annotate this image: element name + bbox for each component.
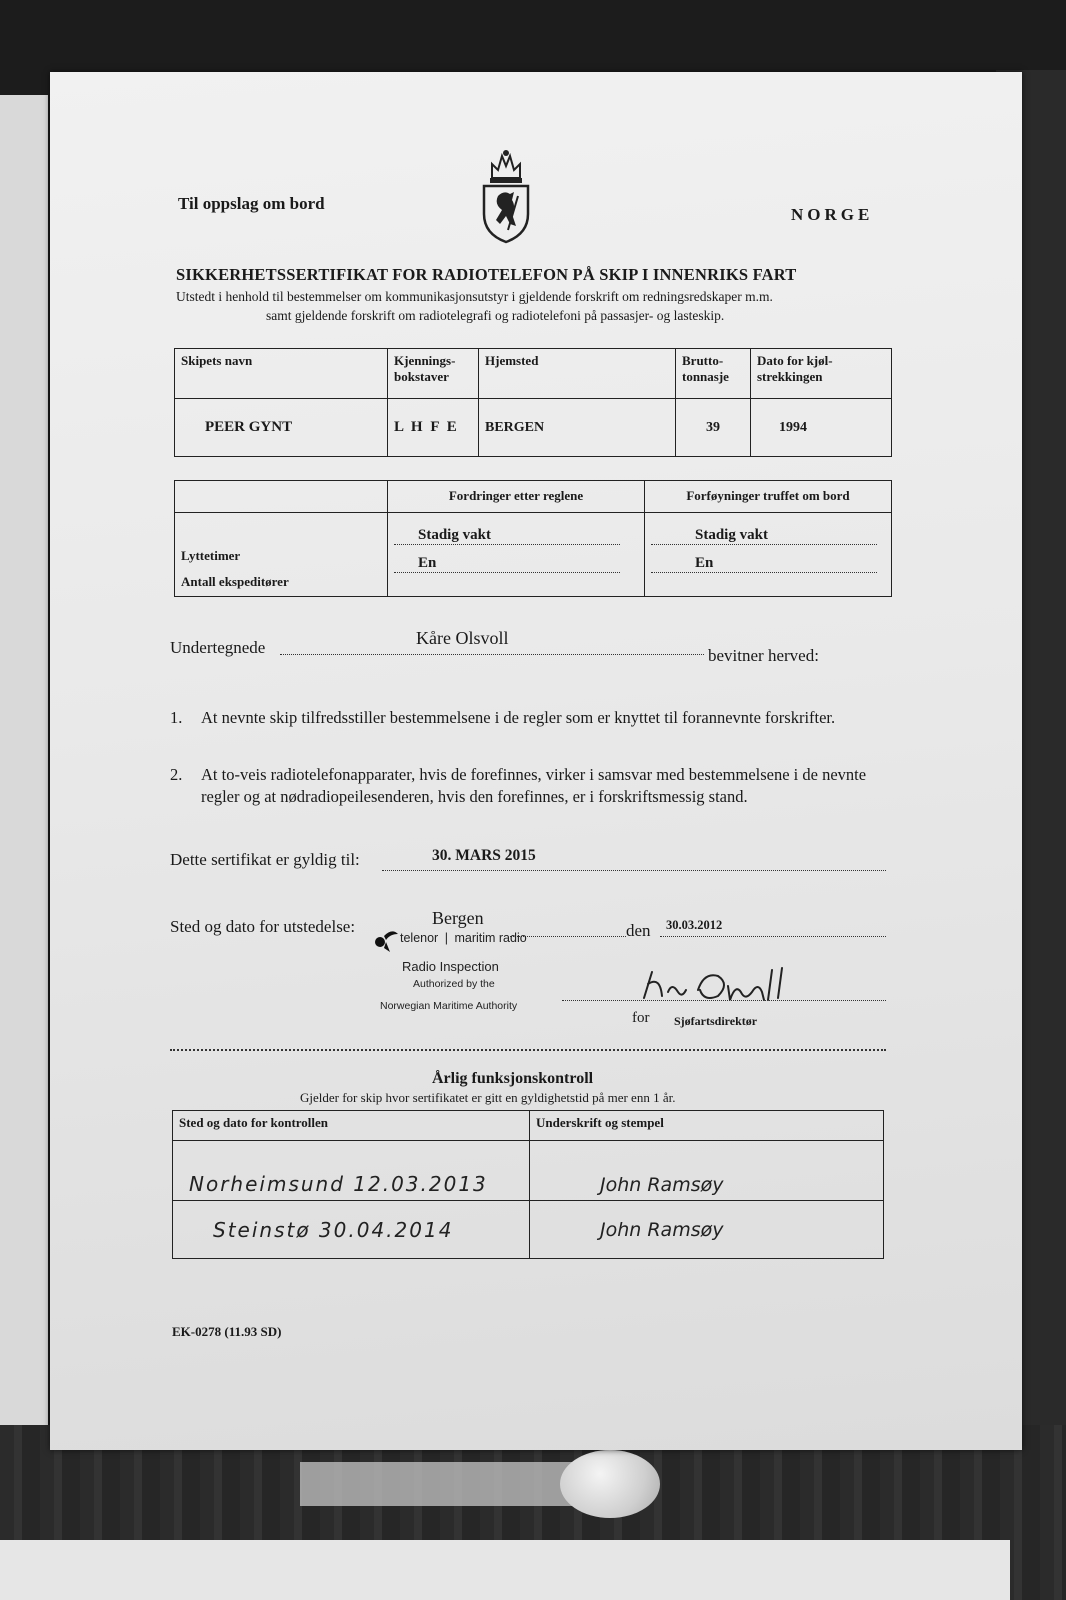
- issue-label: Sted og dato for utstedelse:: [170, 917, 356, 936]
- stamp-line1: Radio Inspection: [402, 959, 499, 974]
- authority-title: Sjøfartsdirektør: [674, 1014, 758, 1028]
- check-2-place-date: Steinstø 30.04.2014: [173, 1201, 530, 1259]
- adhesive-tape: [300, 1462, 600, 1506]
- header-ship-name: Skipets navn: [175, 349, 388, 399]
- validity-date: 30. MARS 2015: [432, 847, 536, 864]
- call-sign-value: L H F E: [388, 399, 479, 457]
- document-subtitle-line2: samt gjeldende forskrift om radiotelegrafi og radiotelefoni på passasjer- og lasteskip.: [266, 308, 725, 323]
- telenor-logo-icon: [374, 928, 400, 952]
- header-place-date: Sted og dato for kontrollen: [173, 1111, 530, 1141]
- document-subtitle-line1: Utstedt i henhold til bestemmelser om kommunikasjonsutstyr i gjeldende forskrift om redningsredskaper m.m.: [176, 289, 773, 304]
- telenor-brand-right: maritim radio: [454, 931, 527, 945]
- header-measures: Forføyninger truffet om bord: [645, 481, 892, 513]
- keel-date-value: 1994: [751, 399, 892, 457]
- operators-count-label: Antall ekspeditører: [181, 573, 289, 589]
- listening-hours-label: Lyttetimer: [181, 547, 241, 563]
- country-label: NORGE: [791, 205, 874, 224]
- background-paper-left: [0, 95, 48, 1465]
- undersigned-label: Undertegnede: [170, 638, 266, 657]
- posting-note: Til oppslag om bord: [178, 194, 325, 213]
- requirements-table: [174, 480, 892, 597]
- annual-subtitle: Gjelder for skip hvor sertifikatet er gitt en gyldighetstid på mer enn 1 år.: [300, 1090, 676, 1105]
- statement-1-number: 1.: [170, 708, 183, 727]
- annual-title: Årlig funksjonskontroll: [432, 1070, 594, 1087]
- coat-of-arms-icon: [478, 148, 534, 244]
- form-code: EK-0278 (11.93 SD): [172, 1324, 282, 1339]
- operators-required: En: [394, 555, 620, 573]
- home-port-value: BERGEN: [479, 399, 676, 457]
- magnet: [560, 1450, 660, 1518]
- requirements-corner: [175, 481, 388, 513]
- statement-1-text: At nevnte skip tilfredsstiller bestemmelsene i de regler som er knyttet til forannevnte forskrifter.: [201, 708, 836, 727]
- statement-2-number: 2.: [170, 765, 183, 784]
- annual-check-table: [172, 1110, 884, 1259]
- document-title: SIKKERHETSSERTIFIKAT FOR RADIOTELEFON PÅ SKIP I INNENRIKS FART: [176, 265, 797, 284]
- telenor-brand: telenor | maritim radio: [400, 931, 527, 945]
- for-label: for: [632, 1010, 650, 1026]
- undersigned-name: Kåre Olsvoll: [416, 628, 509, 648]
- listening-hours-onboard: Stadig vakt: [651, 527, 877, 545]
- issue-den-label: den: [626, 921, 651, 940]
- issue-place: Bergen: [432, 908, 484, 928]
- certificate-sheet: [50, 72, 1022, 1450]
- header-keel-date: Dato for kjøl- strekkingen: [751, 349, 892, 399]
- ship-info-table: [174, 348, 892, 457]
- issue-place-dotline: [510, 936, 626, 937]
- separator-dotline: [170, 1049, 886, 1051]
- listening-hours-required: Stadig vakt: [394, 527, 620, 545]
- issue-date: 30.03.2012: [666, 918, 723, 932]
- undersigned-dotline: [280, 654, 704, 655]
- validity-dotline: [382, 870, 886, 871]
- statement-2-text: At to-veis radiotelefonapparater, hvis de forefinnes, virker i samsvar med bestemmelsene i de nevnte regler og at nødradiopeilesenderen, hvis den forefinnes, er i forskriftsmessig stand.: [201, 765, 867, 807]
- operators-onboard: En: [651, 555, 877, 573]
- stamp-line2: Authorized by the: [413, 978, 495, 990]
- header-call-sign: Kjennings- bokstaver: [388, 349, 479, 399]
- check-1-place-date: Norheimsund 12.03.2013: [173, 1141, 530, 1201]
- header-home-port: Hjemsted: [479, 349, 676, 399]
- signature-dotline: [562, 1000, 886, 1001]
- witness-label: bevitner herved:: [708, 646, 819, 665]
- telenor-brand-left: telenor: [400, 931, 439, 945]
- header-signature-stamp: Underskrift og stempel: [530, 1111, 884, 1141]
- stamp-line3: Norwegian Maritime Authority: [380, 1000, 518, 1012]
- check-1-signature: John Ramsøy: [530, 1141, 884, 1201]
- ship-name-value: PEER GYNT: [175, 399, 388, 457]
- issue-date-dotline: [660, 936, 886, 937]
- header-requirements: Fordringer etter reglene: [388, 481, 645, 513]
- gross-tonnage-value: 39: [676, 399, 751, 457]
- header-gross-tonnage: Brutto- tonnasje: [676, 349, 751, 399]
- background-paper-bottom: [0, 1540, 1010, 1600]
- check-2-signature: John Ramsøy: [530, 1201, 884, 1259]
- validity-label: Dette sertifikat er gyldig til:: [170, 850, 360, 869]
